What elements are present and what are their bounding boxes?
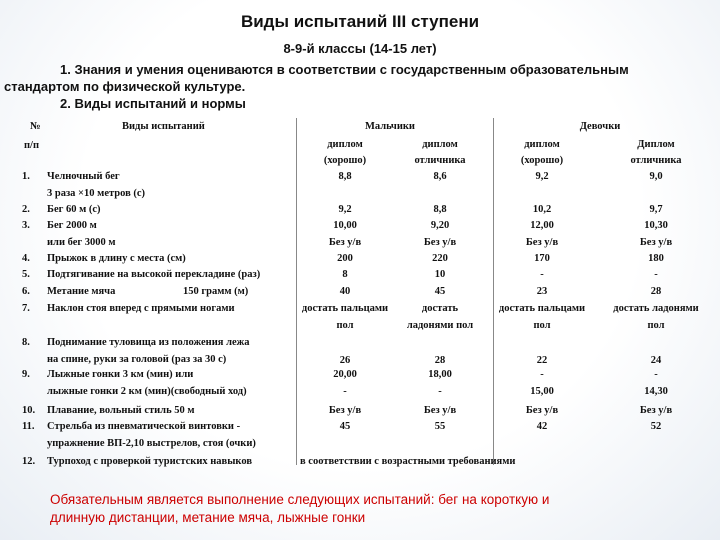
norm-value-be: 10 <box>434 269 446 280</box>
column-divider <box>296 118 297 465</box>
norm-value-be: Без у/в <box>423 405 457 416</box>
norm-value-ge: пол <box>647 319 665 331</box>
girls-good-header: диплом <box>524 139 560 150</box>
norm-value-gg: Без у/в <box>525 405 559 416</box>
intro-line-2: стандартом по физической культуре. <box>4 79 246 94</box>
norm-value-ge: достать ладонями <box>613 303 699 314</box>
row-number: 2. <box>22 204 30 215</box>
norm-span: в соответствии с возрастными требованиями <box>300 456 516 467</box>
mandatory-note-line-2: длинную дистанции, метание мяча, лыжные гонки <box>50 510 366 525</box>
row-number: 9. <box>22 369 30 380</box>
norm-value-bg: 8 <box>342 269 348 280</box>
norm-value-be: - <box>438 385 442 397</box>
norm-value-gg: 10,2 <box>532 204 552 215</box>
norm-value-gg: пол <box>533 319 551 331</box>
norm-value-ge: 10,30 <box>644 220 668 231</box>
norm-value-be: достать <box>421 303 459 314</box>
norm-value-ge: 14,30 <box>644 385 668 397</box>
test-name: Бег 60 м (с) <box>47 204 101 215</box>
norm-value-gg: 23 <box>536 286 548 297</box>
norm-value-gg: 9,2 <box>535 171 549 182</box>
row-number: 5. <box>22 269 30 280</box>
norm-value-be: Без у/в <box>423 236 457 248</box>
norm-value-bg: 200 <box>337 253 353 264</box>
test-name: Плавание, вольный стиль 50 м <box>47 405 195 416</box>
test-name: 3 раза ×10 метров (с) <box>47 187 146 199</box>
norm-value-be: 9,20 <box>430 220 450 231</box>
norm-value-ge: Без у/в <box>639 405 673 416</box>
row-number: 6. <box>22 286 30 297</box>
norm-value-bg: 10,00 <box>333 220 357 231</box>
norm-value-ge: 9,0 <box>649 171 663 182</box>
row-number: 3. <box>22 220 30 231</box>
norm-value-bg: 40 <box>339 286 351 297</box>
test-name: Бег 2000 м <box>47 220 97 231</box>
intro-line-1: 1. Знания и умения оцениваются в соответствии с государственным образовательным <box>60 62 629 77</box>
norm-value-bg: Без у/в <box>328 236 362 248</box>
test-name: на спине, руки за головой (раз за 30 с) <box>47 353 227 365</box>
norm-value-gg: 42 <box>536 421 548 432</box>
norm-value-gg: - <box>540 269 544 280</box>
norm-value-ge: 24 <box>650 355 662 366</box>
norm-value-ge: 9,7 <box>649 204 663 215</box>
row-number: 7. <box>22 303 30 314</box>
norm-value-be: 8,6 <box>433 171 447 182</box>
norm-value-gg: достать пальцами <box>498 303 586 314</box>
norm-value-bg: - <box>343 385 347 397</box>
test-name: Метание мяча <box>47 286 116 297</box>
norm-value-ge: 52 <box>650 421 662 432</box>
norm-value-be: ладонями пол <box>406 319 474 331</box>
norm-value-be: 18,00 <box>428 369 452 380</box>
norm-value-gg: Без у/в <box>525 236 559 248</box>
norm-value-bg: Без у/в <box>328 405 362 416</box>
norm-value-be: 55 <box>434 421 446 432</box>
test-name: Турпоход с проверкой туристских навыков <box>47 456 252 467</box>
norm-value-gg: 12,00 <box>530 220 554 231</box>
norm-value-bg: пол <box>336 319 354 331</box>
test-name: Подтягивание на высокой перекладине (раз) <box>47 269 261 280</box>
row-number: 10. <box>22 405 36 416</box>
mandatory-note <box>50 491 670 527</box>
norm-value-bg: достать пальцами <box>301 303 389 314</box>
girls-header: Девочки <box>579 121 621 132</box>
norm-value-ge: - <box>654 369 658 380</box>
row-number: 4. <box>22 253 30 264</box>
norm-value-gg: 15,00 <box>530 385 554 397</box>
norm-value-ge: 180 <box>648 253 664 264</box>
norm-value-ge: - <box>654 269 658 280</box>
norm-value-gg: - <box>540 369 544 380</box>
row-number: 1. <box>22 171 30 182</box>
test-name-unit: 150 грамм (м) <box>183 286 249 297</box>
norm-value-ge: 28 <box>650 286 662 297</box>
norm-value-gg: 22 <box>536 355 548 366</box>
page-title: Виды испытаний III ступени <box>240 12 480 31</box>
norm-value-be: 8,8 <box>433 204 447 215</box>
test-name: Челночный бег <box>47 171 120 182</box>
test-name: Наклон стоя вперед с прямыми ногами <box>47 303 235 314</box>
boys-exc-header-2: отличника <box>414 155 466 166</box>
row-number: 11. <box>22 421 35 432</box>
norm-value-bg: 20,00 <box>333 369 357 380</box>
boys-good-header-2: (хорошо) <box>323 155 367 166</box>
test-name: упражнение ВП-2,10 выстрелов, стоя (очки) <box>47 437 256 449</box>
column-divider <box>493 118 494 465</box>
test-name: Лыжные гонки 3 км (мин) или <box>47 369 194 380</box>
test-name: или бег 3000 м <box>47 236 116 248</box>
col-test-header: Виды испытаний <box>122 121 205 132</box>
girls-good-header-2: (хорошо) <box>520 155 564 166</box>
girls-exc-header-2: отличника <box>630 155 682 166</box>
mandatory-note-line-1: Обязательным является выполнение следующих испытаний: бег на короткую и <box>50 492 550 507</box>
boys-exc-header: диплом <box>422 139 458 150</box>
boys-header: Мальчики <box>365 121 415 132</box>
norm-value-bg: 8,8 <box>338 171 352 182</box>
test-name: Поднимание туловища из положения лежа <box>47 337 250 348</box>
intro-line-3: 2. Виды испытаний и нормы <box>60 96 246 111</box>
girls-exc-header: Диплом <box>637 139 675 150</box>
norm-value-ge: Без у/в <box>639 236 673 248</box>
norm-value-be: 45 <box>434 286 446 297</box>
test-name: Прыжок в длину с места (см) <box>47 253 186 264</box>
norm-value-be: 28 <box>434 355 446 366</box>
test-name: лыжные гонки 2 км (мин)(свободный ход) <box>47 385 247 397</box>
boys-good-header: диплом <box>327 139 363 150</box>
norm-value-gg: 170 <box>534 253 550 264</box>
norm-value-bg: 9,2 <box>338 204 352 215</box>
test-name: Стрельба из пневматической винтовки - <box>47 421 241 432</box>
col-num-header: № <box>30 121 41 132</box>
norm-value-bg: 45 <box>339 421 351 432</box>
col-num-header-2: п/п <box>24 140 40 151</box>
norm-value-bg: 26 <box>339 355 351 366</box>
row-number: 12. <box>22 456 36 467</box>
norm-value-be: 220 <box>432 253 448 264</box>
page-subtitle: 8-9-й классы (14-15 лет) <box>283 41 437 56</box>
row-number: 8. <box>22 337 30 348</box>
